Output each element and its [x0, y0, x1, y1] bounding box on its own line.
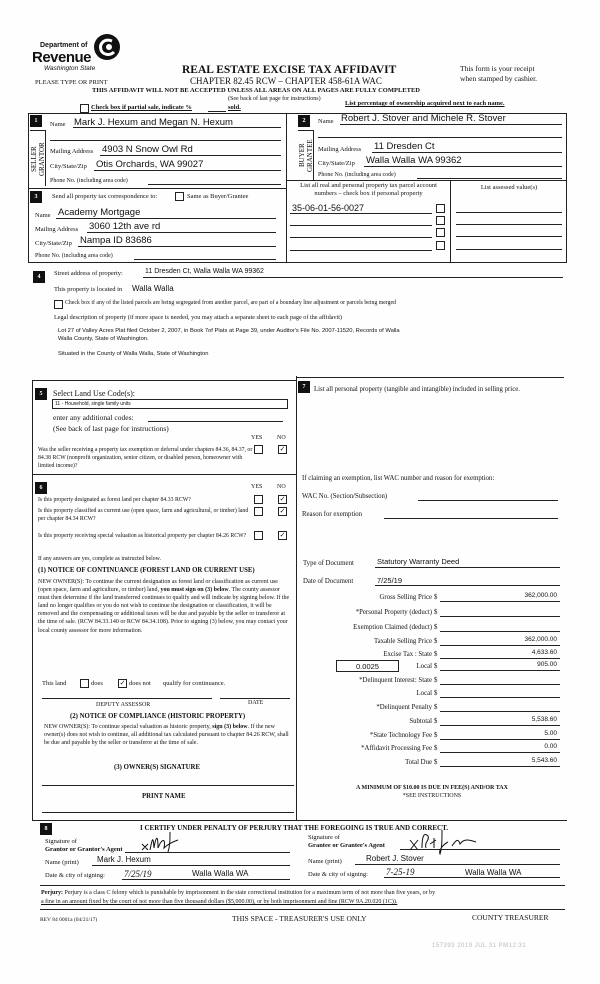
assessed-value-2[interactable] [456, 224, 562, 225]
parcel-number-2[interactable] [290, 225, 432, 226]
legal-description-line-1[interactable]: Lot 27 of Valley Acres Plat filed October 2, 2007, in Book 7of Plats at Page 39, under Auditor's File No. 2007-11520, Records of Walla [58, 328, 400, 334]
located-in-label: This property is located in [54, 286, 123, 293]
affidavit-processing-fee-field[interactable]: 0.00 [544, 743, 557, 750]
tax-row-label: Taxable Selling Price [373, 638, 432, 645]
form-id: REV 84 0001a (04/21/17) [40, 917, 98, 923]
additional-codes-label: enter any additional codes: [53, 413, 134, 422]
buyer-name-field[interactable]: Robert J. Stover and Michele R. Stover [341, 113, 506, 124]
grantee-name-label: Name (print) [308, 858, 342, 865]
perjury-notice-2: a fine in an amount fixed by the court of not more than five thousand dollars ($5,000.00), or by both imprisonment and fine (RCW 9A.20.020 (1C)). [41, 899, 398, 905]
buyer-bottom-border [286, 180, 567, 181]
land-does-not-checkbox[interactable]: ✓ [119, 679, 126, 687]
logo-dept-of: Department of [40, 42, 88, 49]
buyer-mailing-label: Mailing Address [318, 146, 362, 153]
historical-yes-checkbox[interactable] [254, 531, 263, 540]
additional-codes-field[interactable] [148, 421, 283, 422]
located-in-field[interactable]: Walla Walla [132, 284, 174, 293]
tax-row-label: Excise Tax : State [383, 651, 432, 658]
parcel-2-personal-checkbox[interactable] [436, 216, 445, 225]
this-land-label: This land [42, 680, 67, 687]
form-title: REAL ESTATE EXCISE TAX AFFIDAVIT [182, 64, 397, 76]
grantor-name-label: Name (print) [45, 859, 79, 866]
see-back-note: (See back of last page for instructions) [228, 96, 321, 102]
section-3-badge: 3 [30, 191, 42, 203]
perjury-notice-1: Perjury: Perjury is a class C felony which is punishable by imprisonment in the state correctional institution for a maximum term of not more than five years, or by [41, 890, 436, 896]
seller-name-field[interactable]: Mark J. Hexum and Megan N. Hexum [74, 117, 233, 128]
personal-property-label: List all personal property (tangible and intangible) included in selling price. [314, 386, 520, 393]
buyer-side-label: BUYER GRANTEE [298, 130, 314, 180]
tax-row-label: Total Due [405, 759, 432, 766]
grantor-sig-label-1: Signature of [45, 838, 77, 845]
notice-continuance-title: (1) NOTICE OF CONTINUANCE (FOREST LAND OR CURRENT USE) [38, 567, 255, 574]
seller-city-label: City/State/Zip [50, 163, 87, 170]
section-2-badge: 2 [298, 115, 310, 127]
land-use-label: Select Land Use Code(s): [53, 389, 135, 398]
doc-type-field[interactable]: Statutory Warranty Deed [377, 557, 460, 566]
seller-name-label: Name [50, 121, 66, 128]
sec5-no-header: NO [277, 435, 286, 441]
tax-row-label: *Personal Property (deduct) [355, 609, 432, 616]
street-address-field[interactable]: 11 Dresden Ct, Walla Walla WA 99362 [145, 268, 264, 275]
partial-sale-checkbox[interactable] [80, 104, 89, 113]
assessor-date-label: DATE [248, 700, 264, 706]
corr-mailing-field[interactable]: 3060 12th ave rd [89, 221, 161, 232]
current-use-question: Is this property classified as current use (open space, farm and agricultural, or timber) land per chapter 84.34 RCW? [38, 508, 249, 522]
receipt-note-1: This form is your receipt [460, 64, 535, 73]
wac-number-label: WAC No. (Section/Subsection) [302, 493, 388, 500]
land-does-not-label: does not [129, 680, 151, 687]
grantor-sig-label-2: Grantor or Grantor's Agent [45, 846, 123, 853]
tax-row-label: Gross Selling Price [379, 594, 432, 601]
exemption-yes-checkbox[interactable] [254, 445, 263, 454]
grantee-date-label: Date & city of signing: [308, 871, 368, 878]
treasurer-stamp: 157393 2019 JUL 31 PM12:31 [432, 943, 527, 949]
section-1-badge: 1 [30, 115, 42, 127]
grantee-date-field[interactable]: 7-25-19 [386, 867, 415, 877]
assessed-value-4[interactable] [456, 249, 562, 250]
send-correspondence-label: Send all property tax correspondence to: [52, 193, 158, 200]
parcel-number-1[interactable]: 35-06-01-56-0027 [292, 203, 365, 213]
segregated-checkbox[interactable] [54, 300, 63, 309]
notice-compliance-body: NEW OWNER(S): To continue special valuation as historic property, sign (3) below. If the new owner(s) does not wish to continue, all additional tax calculated pursuant to chapter 84.26 RCW, shall be due and payable by the seller or transferor at the time of sale. [44, 724, 289, 746]
logo-revenue: Revenue [32, 49, 92, 66]
grantor-name-field[interactable]: Mark J. Hexum [97, 855, 151, 864]
seller-side-label: SELLER GRANTOR [30, 130, 46, 186]
grantee-sig-label-1: Signature of [308, 834, 340, 841]
historical-no-checkbox[interactable]: ✓ [279, 531, 286, 539]
grantee-sig-label-2: Grantee or Grantee's Agent [308, 842, 385, 849]
logo-washington-state: Washington State [44, 65, 96, 72]
parcel-divider [450, 180, 451, 263]
tax-row-label: *Affidavit Processing Fee [361, 745, 432, 752]
section-4-badge: 4 [33, 271, 45, 283]
taxable-selling-price-field[interactable]: 362,000.00 [524, 636, 557, 643]
doc-date-field[interactable]: 7/25/19 [377, 576, 403, 585]
seller-mailing-label: Mailing Address [50, 148, 94, 155]
buyer-city-label: City/State/Zip [318, 160, 355, 167]
sec7-top-border [296, 377, 564, 378]
state-technology-fee-field[interactable]: 5.00 [544, 730, 557, 737]
situated-text[interactable]: Situated in the County of Walla Walla, State of Washington [58, 351, 209, 357]
tax-row-label: Local [416, 690, 432, 697]
please-type: PLEASE TYPE OR PRINT [35, 79, 108, 86]
exemption-no-checkbox[interactable]: ✓ [279, 445, 286, 453]
notice-continuance-body: NEW OWNER(S): To continue the current designation as forest land or classification as current use (open space, farm and agriculture, or timber) land, you must sign on (3) below. The county assessor must then determine if the land transferred continues to qualify and will indicate by signing below. If the land no longer qualifies or you do not wish to continue the designation or classification, it will be removed and the compensating or additional taxes will be due and payable by the seller or transferor at the time of sale. (RCW 84.33.140 or RCW 84.34.108). Prior to signing (3) below, you may contact your local county assessor for more information. [38, 579, 290, 634]
tax-row-label: *Delinquent Interest: State [359, 677, 432, 684]
notice-compliance-title: (2) NOTICE OF COMPLIANCE (HISTORIC PROPERTY) [70, 713, 246, 720]
sec6-no-header: NO [277, 484, 286, 490]
corr-name-label: Name [35, 212, 51, 219]
parcel-header-2: numbers – check box if personal property [314, 190, 423, 197]
corr-phone-label: Phone No. (including area code) [35, 253, 113, 259]
sec5-left-border [32, 380, 33, 474]
corr-city-label: City/State/Zip [35, 240, 72, 247]
excise-tax-local-field[interactable]: 905.00 [537, 661, 557, 668]
sold-label: sold. [228, 104, 241, 111]
tax-row-label: *Delinquent Penalty [376, 704, 432, 711]
gross-selling-price-field[interactable]: 362,000.00 [524, 592, 557, 599]
land-does-label: does [91, 680, 103, 687]
buyer-phone-label: Phone No. (including area code) [318, 172, 396, 178]
exemption-reason-label: Reason for exemption [302, 511, 363, 518]
buyer-mailing-field[interactable]: 11 Dresden Ct [374, 141, 435, 152]
tax-row-label: Local [416, 663, 432, 670]
ownership-note: List percentage of ownership acquired next to each name. [345, 100, 505, 107]
current-use-no-checkbox[interactable]: ✓ [279, 507, 286, 515]
delinquent-interest-state-field[interactable] [440, 684, 560, 685]
owner-signature-label: (3) OWNER(S) SIGNATURE [114, 764, 200, 771]
parcel-number-3[interactable] [290, 237, 432, 238]
section-8-badge: 8 [40, 823, 52, 835]
certify-title: I CERTIFY UNDER PENALTY OF PERJURY THAT THE FOREGOING IS TRUE AND CORRECT. [140, 824, 449, 832]
completion-warning: THIS AFFIDAVIT WILL NOT BE ACCEPTED UNLESS ALL AREAS ON ALL PAGES ARE FULLY COMPLETED [92, 87, 420, 94]
section-5-badge: 5 [35, 388, 47, 400]
seller-bottom-border [28, 188, 286, 189]
tax-row-label: *State Technology Fee [369, 732, 432, 739]
sec8-top-border [32, 820, 567, 821]
corr-city-field[interactable]: Nampa ID 83686 [80, 235, 152, 246]
print-name-label: PRINT NAME [142, 793, 186, 800]
receipt-note-2: when stamped by cashier. [460, 74, 538, 83]
excise-tax-state-field[interactable]: 4,633.60 [531, 649, 557, 656]
street-address-label: Street address of property: [54, 270, 123, 277]
seller-phone-label: Phone No. (including area code) [50, 178, 128, 184]
legal-description-line-2[interactable]: Walla County, State of Washington. [58, 336, 149, 342]
grantee-name-field[interactable]: Robert J. Stover [366, 854, 424, 863]
forest-land-yes-checkbox[interactable] [254, 495, 263, 504]
wac-number-field[interactable] [418, 500, 558, 501]
tax-row-label: Exemption Claimed (deduct) [353, 624, 432, 631]
buyer-name-line-2[interactable] [318, 137, 562, 138]
exemption-reason-field[interactable] [384, 518, 558, 519]
land-use-select[interactable] [52, 399, 288, 409]
parcel-3-personal-checkbox[interactable] [436, 228, 445, 237]
qualify-label: qualify for continuance. [163, 680, 226, 687]
see-instructions-note: *SEE INSTRUCTIONS [402, 793, 462, 799]
land-does-checkbox[interactable] [80, 679, 89, 688]
parcel-4-personal-checkbox[interactable] [436, 241, 445, 250]
seller-mailing-field[interactable]: 4903 N Snow Owl Rd [102, 144, 193, 155]
section-6-badge: 6 [35, 482, 47, 494]
perjury-bottom-border [40, 909, 565, 910]
same-as-buyer-checkbox[interactable] [175, 192, 184, 201]
partial-sale-label: Check box if partial sale, indicate % [91, 104, 192, 111]
segregated-label: Check box if any of the listed parcels are being segregated from another parcel, are part of a boundary line adjustment or parcels being merged [65, 300, 396, 306]
corr-name-field[interactable]: Academy Mortgage [58, 207, 141, 218]
corr-phone-field[interactable] [134, 259, 276, 260]
sec5-yes-header: YES [251, 435, 263, 441]
sec5-top-border [32, 380, 296, 381]
assessed-header: List assessed value(s) [480, 184, 538, 191]
forest-land-no-checkbox[interactable]: ✓ [279, 495, 286, 503]
forest-land-question: Is this property designated as forest land per chapter 84.33 RCW? [38, 497, 191, 503]
perjury-top-border [40, 885, 565, 886]
sec6-left-border [32, 474, 33, 821]
historical-question: Is this property receiving special valuation as historical property per chapter 84.26 RCW? [38, 533, 247, 539]
parcel-header-1: List all real and personal property tax parcel account [300, 182, 437, 189]
grantor-signature[interactable] [140, 830, 190, 854]
corr-mailing-label: Mailing Address [35, 226, 79, 233]
buyer-phone-field[interactable] [417, 178, 562, 179]
grantor-city-field[interactable]: Walla Walla WA [192, 869, 249, 878]
if-yes-instruction: If any answers are yes, complete as instructed below. [38, 556, 161, 562]
legal-description-label: Legal description of property (if more space is needed, you may attach a separate sheet to each page of the affidavit) [54, 314, 342, 321]
delinquent-interest-local-field[interactable] [440, 697, 560, 698]
assessed-value-1[interactable] [456, 212, 562, 213]
sec6-yes-header: YES [251, 484, 263, 490]
total-due-field[interactable]: 5,543.60 [531, 757, 557, 764]
seller-name-line-2[interactable] [50, 140, 281, 141]
logo-swirl-icon [92, 32, 122, 62]
same-as-buyer-label: Same as Buyer/Grantee [187, 193, 249, 200]
exemption-question: Was the seller receiving a property tax exemption or deferral under chapters 84.36, 84.37, or 84.38 RCW (nonprofit organization, senior citizen, or disabled person, homeowner with limited income)? [38, 447, 253, 469]
seller-phone-field[interactable] [148, 184, 281, 185]
parcel-number-4[interactable] [290, 250, 432, 251]
assessed-value-3[interactable] [456, 236, 562, 237]
sec6-top-border [32, 474, 296, 475]
seller-city-field[interactable]: Otis Orchards, WA 99027 [96, 159, 204, 170]
current-use-yes-checkbox[interactable] [254, 507, 263, 516]
deputy-assessor-signature-field[interactable] [42, 698, 212, 699]
doc-date-label: Date of Document [303, 578, 354, 585]
buyer-name-label: Name [318, 118, 334, 125]
form-chapter: CHAPTER 82.45 RCW – CHAPTER 458-61A WAC [190, 76, 382, 86]
land-use-see-back: (See back of last page for instructions) [53, 424, 169, 433]
dor-logo [30, 30, 125, 70]
partial-sale-percent-field[interactable] [208, 111, 226, 112]
parcel-1-personal-checkbox[interactable] [436, 204, 445, 213]
treasurer-use-only: THIS SPACE - TREASURER'S USE ONLY [232, 914, 367, 923]
middle-divider [296, 376, 297, 821]
grantor-date-field[interactable]: 7/25/19 [124, 869, 152, 879]
delinquent-penalty-field[interactable] [440, 711, 560, 712]
land-use-value: 11 - Household, single family units [55, 401, 131, 407]
buyer-city-field[interactable]: Walla Walla WA 99362 [366, 155, 462, 166]
grantee-signature[interactable] [408, 826, 480, 856]
grantee-city-field[interactable]: Walla Walla WA [465, 868, 522, 877]
owner-signature-field[interactable] [42, 785, 294, 786]
exemption-claim-label: If claiming an exemption, list WAC number and reason for exemption: [302, 475, 495, 482]
grantor-date-label: Date & city of signing: [45, 872, 105, 879]
subtotal-field[interactable]: 5,538.60 [531, 716, 557, 723]
minimum-due-note: A MINIMUM OF $10.00 IS DUE IN FEE(S) AND/OR TAX [356, 785, 508, 791]
deputy-assessor-label: DEPUTY ASSESSOR [96, 702, 151, 708]
print-name-field[interactable] [42, 812, 294, 813]
assessor-date-field[interactable] [220, 698, 290, 699]
county-treasurer: COUNTY TREASURER [472, 913, 549, 922]
local-rate-box[interactable]: 0.0025 [336, 660, 399, 672]
doc-type-label: Type of Document [303, 560, 354, 567]
section-7-badge: 7 [298, 381, 310, 393]
tax-row-label: Subtotal [409, 718, 432, 725]
